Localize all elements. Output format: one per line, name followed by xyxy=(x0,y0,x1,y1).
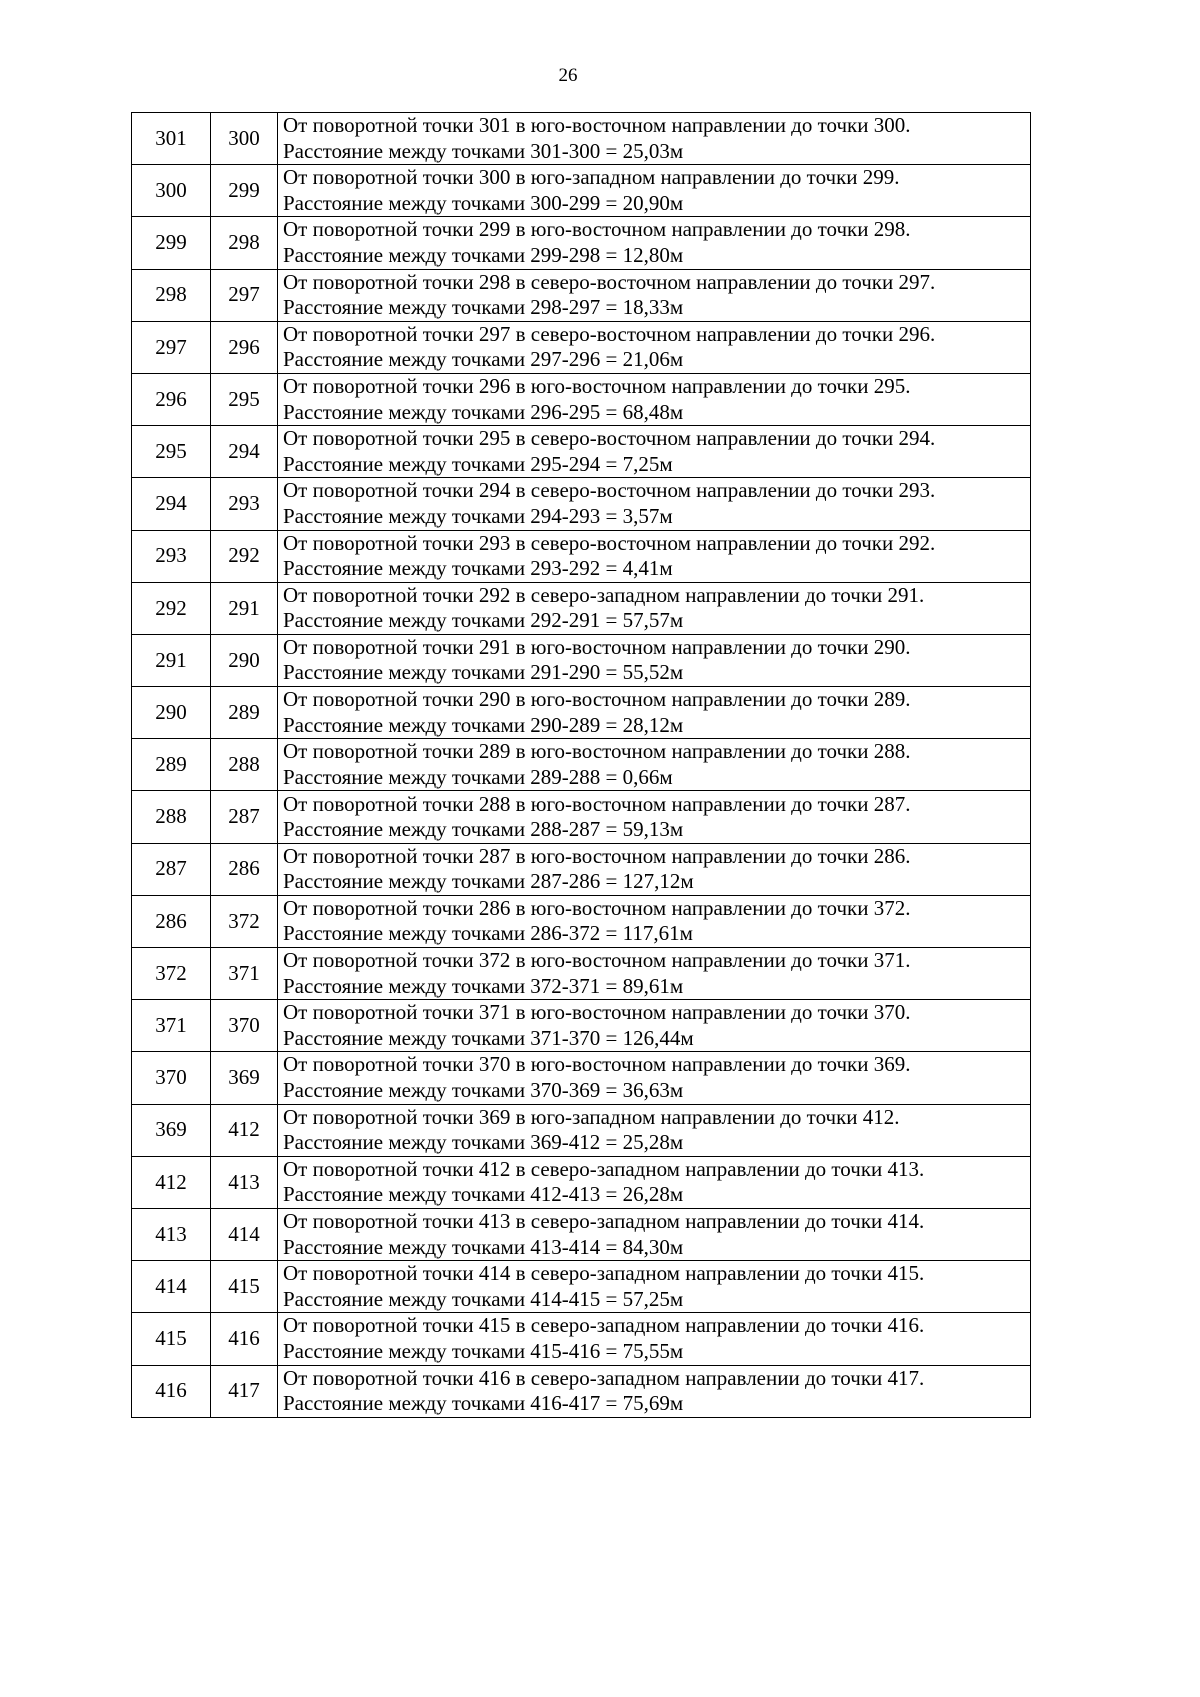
distance-text: Расстояние между точками 299-298 = 12,80м xyxy=(283,242,684,267)
from-point-cell: 286 xyxy=(132,895,211,947)
to-point-cell: 370 xyxy=(211,1000,278,1052)
to-point-cell: 287 xyxy=(211,791,278,843)
table-row xyxy=(132,739,1031,791)
from-point-cell: 416 xyxy=(132,1365,211,1417)
to-point-cell: 296 xyxy=(211,321,278,373)
direction-text: От поворотной точки 299 в юго-восточном направлении до точки 298. xyxy=(283,217,911,242)
table-row xyxy=(132,843,1031,895)
direction-text: От поворотной точки 288 в юго-восточном направлении до точки 287. xyxy=(283,791,911,816)
direction-text: От поворотной точки 298 в северо-восточном направлении до точки 297. xyxy=(283,269,936,294)
table-row xyxy=(132,895,1031,947)
distance-text: Расстояние между точками 413-414 = 84,30м xyxy=(283,1234,684,1259)
distance-text: Расстояние между точками 293-292 = 4,41м xyxy=(283,556,673,581)
direction-text: От поворотной точки 372 в юго-восточном направлении до точки 371. xyxy=(283,948,911,973)
to-point-cell: 413 xyxy=(211,1156,278,1208)
from-point-cell: 289 xyxy=(132,739,211,791)
distance-text: Расстояние между точками 415-416 = 75,55м xyxy=(283,1338,684,1363)
from-point-cell: 371 xyxy=(132,1000,211,1052)
from-point-cell: 297 xyxy=(132,321,211,373)
table-row xyxy=(132,478,1031,530)
direction-text: От поворотной точки 290 в юго-восточном направлении до точки 289. xyxy=(283,687,911,712)
direction-text: От поворотной точки 287 в юго-восточном направлении до точки 286. xyxy=(283,843,911,868)
from-point-cell: 412 xyxy=(132,1156,211,1208)
distance-text: Расстояние между точками 370-369 = 36,63м xyxy=(283,1077,684,1102)
to-point-cell: 288 xyxy=(211,739,278,791)
table-row xyxy=(132,791,1031,843)
table-row xyxy=(132,948,1031,1000)
boundary-points-table xyxy=(131,112,1031,1418)
to-point-cell: 286 xyxy=(211,843,278,895)
distance-text: Расстояние между точками 287-286 = 127,12м xyxy=(283,869,694,894)
description-cell xyxy=(278,791,1031,843)
from-point-cell: 370 xyxy=(132,1052,211,1104)
description-cell xyxy=(278,687,1031,739)
direction-text: От поворотной точки 300 в юго-западном направлении до точки 299. xyxy=(283,165,900,190)
table-row xyxy=(132,1313,1031,1365)
distance-text: Расстояние между точками 296-295 = 68,48м xyxy=(283,399,684,424)
from-point-cell: 299 xyxy=(132,217,211,269)
from-point-cell: 414 xyxy=(132,1261,211,1313)
distance-text: Расстояние между точками 294-293 = 3,57м xyxy=(283,503,673,528)
to-point-cell: 298 xyxy=(211,217,278,269)
table-row xyxy=(132,687,1031,739)
description-cell xyxy=(278,1104,1031,1156)
direction-text: От поворотной точки 296 в юго-восточном направлении до точки 295. xyxy=(283,374,911,399)
distance-text: Расстояние между точками 291-290 = 55,52м xyxy=(283,660,684,685)
description-cell xyxy=(278,895,1031,947)
to-point-cell: 295 xyxy=(211,373,278,425)
page-number: 26 xyxy=(558,65,578,86)
direction-text: От поворотной точки 286 в юго-восточном направлении до точки 372. xyxy=(283,895,911,920)
description-cell xyxy=(278,1365,1031,1417)
to-point-cell: 415 xyxy=(211,1261,278,1313)
direction-text: От поворотной точки 412 в северо-западном направлении до точки 413. xyxy=(283,1156,925,1181)
from-point-cell: 295 xyxy=(132,426,211,478)
direction-text: От поворотной точки 289 в юго-восточном направлении до точки 288. xyxy=(283,739,911,764)
from-point-cell: 298 xyxy=(132,269,211,321)
distance-text: Расстояние между точками 371-370 = 126,44м xyxy=(283,1025,694,1050)
description-cell xyxy=(278,634,1031,686)
table-row xyxy=(132,1052,1031,1104)
to-point-cell: 412 xyxy=(211,1104,278,1156)
to-point-cell: 290 xyxy=(211,634,278,686)
table-row xyxy=(132,1208,1031,1260)
direction-text: От поворотной точки 416 в северо-западном направлении до точки 417. xyxy=(283,1365,925,1390)
distance-text: Расстояние между точками 290-289 = 28,12м xyxy=(283,712,684,737)
table-row xyxy=(132,582,1031,634)
table-row xyxy=(132,373,1031,425)
direction-text: От поворотной точки 295 в северо-восточном направлении до точки 294. xyxy=(283,426,936,451)
description-cell xyxy=(278,948,1031,1000)
to-point-cell: 293 xyxy=(211,478,278,530)
description-cell xyxy=(278,1052,1031,1104)
to-point-cell: 414 xyxy=(211,1208,278,1260)
distance-text: Расстояние между точками 288-287 = 59,13м xyxy=(283,817,684,842)
direction-text: От поворотной точки 291 в юго-восточном направлении до точки 290. xyxy=(283,634,911,659)
table-row xyxy=(132,1156,1031,1208)
description-cell xyxy=(278,530,1031,582)
description-cell xyxy=(278,217,1031,269)
direction-text: От поворотной точки 297 в северо-восточном направлении до точки 296. xyxy=(283,321,936,346)
description-cell xyxy=(278,1208,1031,1260)
to-point-cell: 369 xyxy=(211,1052,278,1104)
distance-text: Расстояние между точками 286-372 = 117,61м xyxy=(283,921,693,946)
from-point-cell: 291 xyxy=(132,634,211,686)
description-cell xyxy=(278,1000,1031,1052)
to-point-cell: 300 xyxy=(211,113,278,165)
to-point-cell: 294 xyxy=(211,426,278,478)
distance-text: Расстояние между точками 289-288 = 0,66м xyxy=(283,764,673,789)
table-row xyxy=(132,530,1031,582)
table-row xyxy=(132,269,1031,321)
from-point-cell: 288 xyxy=(132,791,211,843)
distance-text: Расстояние между точками 412-413 = 26,28м xyxy=(283,1182,684,1207)
to-point-cell: 416 xyxy=(211,1313,278,1365)
description-cell xyxy=(278,426,1031,478)
description-cell xyxy=(278,321,1031,373)
direction-text: От поворотной точки 292 в северо-западном направлении до точки 291. xyxy=(283,582,925,607)
description-cell xyxy=(278,165,1031,217)
table-row xyxy=(132,165,1031,217)
distance-text: Расстояние между точками 372-371 = 89,61м xyxy=(283,973,684,998)
table-row xyxy=(132,321,1031,373)
from-point-cell: 296 xyxy=(132,373,211,425)
distance-text: Расстояние между точками 301-300 = 25,03м xyxy=(283,138,684,163)
from-point-cell: 415 xyxy=(132,1313,211,1365)
from-point-cell: 293 xyxy=(132,530,211,582)
direction-text: От поворотной точки 370 в юго-восточном направлении до точки 369. xyxy=(283,1052,911,1077)
description-cell xyxy=(278,1156,1031,1208)
direction-text: От поворотной точки 301 в юго-восточном направлении до точки 300. xyxy=(283,113,911,138)
table-row xyxy=(132,426,1031,478)
description-cell xyxy=(278,582,1031,634)
from-point-cell: 292 xyxy=(132,582,211,634)
direction-text: От поворотной точки 294 в северо-восточном направлении до точки 293. xyxy=(283,478,936,503)
from-point-cell: 369 xyxy=(132,1104,211,1156)
table-row xyxy=(132,1261,1031,1313)
distance-text: Расстояние между точками 292-291 = 57,57м xyxy=(283,608,684,633)
to-point-cell: 371 xyxy=(211,948,278,1000)
description-cell xyxy=(278,739,1031,791)
direction-text: От поворотной точки 369 в юго-западном направлении до точки 412. xyxy=(283,1104,900,1129)
table-body xyxy=(132,113,1031,1418)
direction-text: От поворотной точки 414 в северо-западном направлении до точки 415. xyxy=(283,1261,925,1286)
from-point-cell: 413 xyxy=(132,1208,211,1260)
direction-text: От поворотной точки 415 в северо-западном направлении до точки 416. xyxy=(283,1313,925,1338)
distance-text: Расстояние между точками 298-297 = 18,33м xyxy=(283,295,684,320)
from-point-cell: 287 xyxy=(132,843,211,895)
from-point-cell: 294 xyxy=(132,478,211,530)
to-point-cell: 297 xyxy=(211,269,278,321)
from-point-cell: 372 xyxy=(132,948,211,1000)
description-cell xyxy=(278,478,1031,530)
table-row xyxy=(132,1365,1031,1417)
distance-text: Расстояние между точками 414-415 = 57,25м xyxy=(283,1286,684,1311)
table-row xyxy=(132,1000,1031,1052)
description-cell xyxy=(278,1313,1031,1365)
direction-text: От поворотной точки 413 в северо-западном направлении до точки 414. xyxy=(283,1209,925,1234)
distance-text: Расстояние между точками 297-296 = 21,06м xyxy=(283,347,684,372)
direction-text: От поворотной точки 371 в юго-восточном направлении до точки 370. xyxy=(283,1000,911,1025)
distance-text: Расстояние между точками 369-412 = 25,28м xyxy=(283,1130,684,1155)
table-row xyxy=(132,217,1031,269)
to-point-cell: 372 xyxy=(211,895,278,947)
to-point-cell: 292 xyxy=(211,530,278,582)
from-point-cell: 300 xyxy=(132,165,211,217)
to-point-cell: 417 xyxy=(211,1365,278,1417)
description-cell xyxy=(278,373,1031,425)
distance-text: Расстояние между точками 300-299 = 20,90м xyxy=(283,190,684,215)
to-point-cell: 291 xyxy=(211,582,278,634)
description-cell xyxy=(278,269,1031,321)
distance-text: Расстояние между точками 416-417 = 75,69м xyxy=(283,1391,684,1416)
description-cell xyxy=(278,113,1031,165)
to-point-cell: 299 xyxy=(211,165,278,217)
distance-text: Расстояние между точками 295-294 = 7,25м xyxy=(283,451,673,476)
table-row xyxy=(132,113,1031,165)
direction-text: От поворотной точки 293 в северо-восточном направлении до точки 292. xyxy=(283,530,936,555)
table-row xyxy=(132,634,1031,686)
description-cell xyxy=(278,843,1031,895)
from-point-cell: 290 xyxy=(132,687,211,739)
table-row xyxy=(132,1104,1031,1156)
from-point-cell: 301 xyxy=(132,113,211,165)
to-point-cell: 289 xyxy=(211,687,278,739)
description-cell xyxy=(278,1261,1031,1313)
